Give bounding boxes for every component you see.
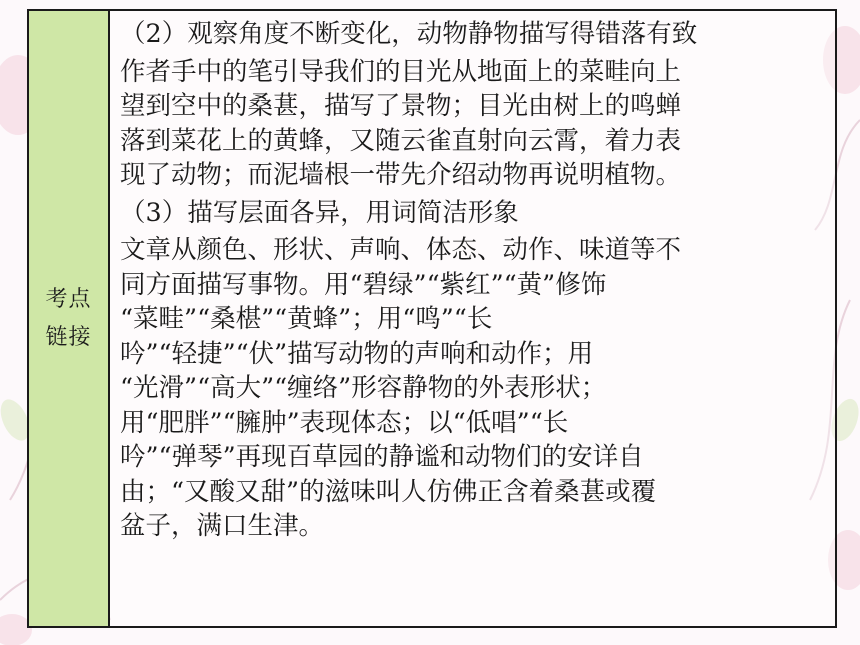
section-3-heading: （3）描写层面各异，用词简洁形象 [120,197,519,228]
section-2-line: 作者手中的笔引导我们的目光从地面上的菜畦向上 [120,56,682,87]
section-3-line: 同方面描写事物。用“碧绿”“紫红”“黄”修饰 [120,269,607,300]
section-2-line: 落到菜花上的黄蜂，又随云雀直射向云霄，着力表 [120,125,682,156]
section-3-line: “菜畦”“桑椹”“黄蜂”；用“鸣”“长 [120,304,493,334]
section-3-line: “光滑”“高大”“缠络”形容静物的外表形状； [120,373,607,403]
content-cell [110,11,835,626]
section-3-line: 吟”“弹琴”再现百草园的静谧和动物们的安详自 [120,442,644,472]
category-label-line-1: 考点 [45,286,92,312]
section-3-line: 盆子，满口生津。 [120,511,325,541]
section-3-line: 用“肥胖”“臃肿”表现体态；以“低唱”“长 [120,407,569,438]
section-3-line: 由；“又酸又甜”的滋味叫人仿佛正含着桑葚或覆 [120,476,657,507]
section-2-heading: （2）观察角度不断变化，动物静物描写得错落有致 [120,19,698,49]
section-2-line: 现了动物；而泥墙根一带先介绍动物再说明植物。 [120,160,682,190]
section-3-line: 吟”“轻捷”“伏”描写动物的声响和动作；用 [120,338,594,369]
category-label-cell [29,11,110,626]
content-table [27,9,837,628]
section-2-line: 望到空中的桑葚，描写了景物；目光由树上的鸣蝉 [120,91,682,121]
section-3-line: 文章从颜色、形状、声响、体态、动作、味道等不 [120,235,682,265]
category-label-line-2: 链接 [45,324,92,350]
